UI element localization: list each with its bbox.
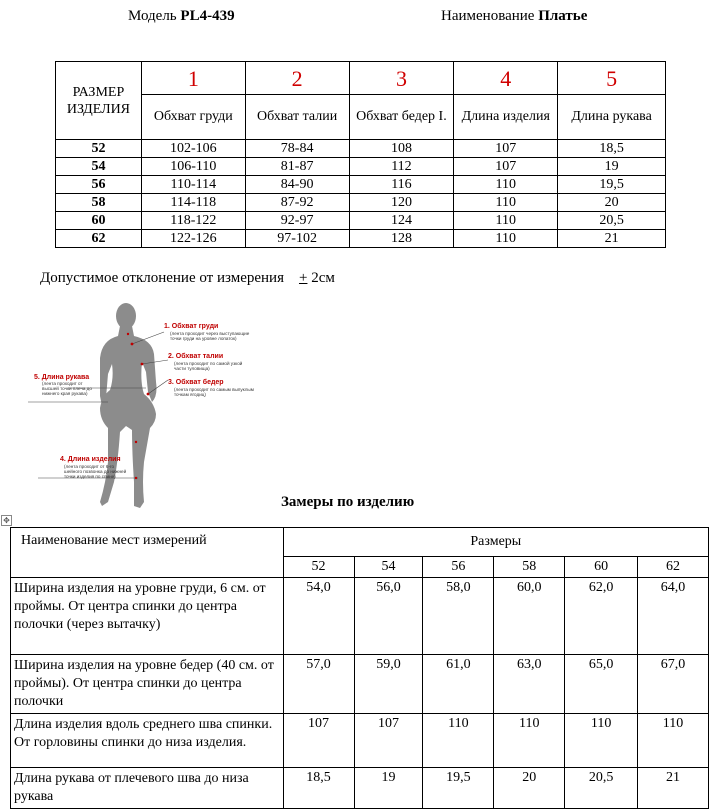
measurement-name: Ширина изделия на уровне бедер (40 см. от проймы). От центра спинки до центра полочки	[11, 655, 284, 714]
value-cell: 19,5	[558, 176, 666, 194]
measurement-value: 56,0	[354, 578, 423, 655]
model-value: PL4-439	[180, 8, 235, 24]
value-cell: 110	[454, 230, 558, 248]
table-row	[11, 768, 709, 809]
name-label: Наименование	[441, 8, 535, 24]
column-number: 5	[558, 62, 666, 95]
table-row	[11, 655, 709, 714]
value-cell: 114-118	[141, 194, 245, 212]
body-silhouette-illustration	[28, 302, 273, 514]
svg-text:4. Длина изделия: 4. Длина изделия	[60, 456, 121, 463]
column-label: Обхват груди	[141, 95, 245, 140]
measurement-value: 61,0	[423, 655, 494, 714]
table-row	[56, 158, 666, 176]
figure-label-5	[34, 374, 92, 396]
measurement-value: 20	[494, 768, 565, 809]
value-cell: 110	[454, 194, 558, 212]
svg-text:(лента проходит от: (лента проходит от	[42, 381, 83, 386]
measurement-value: 59,0	[354, 655, 423, 714]
measurement-value: 62,0	[565, 578, 638, 655]
tolerance-value: 2см	[311, 270, 335, 286]
measurements-corner-cell	[11, 528, 284, 578]
svg-text:(лента проходит по самой узкой: (лента проходит по самой узкой	[174, 361, 243, 366]
model-label: Модель	[128, 8, 177, 24]
column-label: Обхват бедер I.	[349, 95, 454, 140]
value-cell: 122-126	[141, 230, 245, 248]
value-cell: 110-114	[141, 176, 245, 194]
measurements-table	[10, 527, 709, 809]
size-corner-cell	[56, 62, 142, 140]
table-row	[56, 194, 666, 212]
svg-text:нижнего края рукава): нижнего края рукава)	[42, 391, 88, 396]
size-table-header-row	[56, 62, 666, 95]
value-cell: 108	[349, 140, 454, 158]
measurements-title: Замеры по изделию	[281, 494, 415, 510]
value-cell: 18,5	[558, 140, 666, 158]
table-row	[11, 714, 709, 768]
value-cell: 20,5	[558, 212, 666, 230]
column-label: Обхват талии	[245, 95, 349, 140]
size-table	[55, 61, 666, 248]
svg-text:точки изделия по спине): точки изделия по спине)	[64, 474, 116, 479]
figure-label-4	[60, 456, 127, 479]
svg-text:1. Обхват груди: 1. Обхват груди	[164, 323, 219, 330]
value-cell: 120	[349, 194, 454, 212]
column-number: 4	[454, 62, 558, 95]
figure-label-3	[168, 378, 254, 397]
svg-text:точкам ягодиц): точкам ягодиц)	[174, 392, 206, 397]
value-cell: 78-84	[245, 140, 349, 158]
measurement-name: Длина изделия вдоль среднего шва спинки. От горловины спинки до низа изделия.	[11, 714, 284, 768]
size-header-cell: 62	[638, 557, 709, 578]
size-header-cell: 58	[494, 557, 565, 578]
size-cell: 62	[56, 230, 142, 248]
value-cell: 84-90	[245, 176, 349, 194]
value-cell: 87-92	[245, 194, 349, 212]
value-cell: 81-87	[245, 158, 349, 176]
size-header-cell: 56	[423, 557, 494, 578]
svg-text:шейного позвонка до нижней: шейного позвонка до нижней	[64, 469, 127, 474]
value-cell: 106-110	[141, 158, 245, 176]
svg-text:высшей точки плеча до: высшей точки плеча до	[42, 386, 92, 391]
measurements-header-row	[11, 528, 709, 557]
figure-label-1	[164, 322, 250, 341]
measurement-value: 107	[283, 714, 354, 768]
measurement-value: 65,0	[565, 655, 638, 714]
value-cell: 128	[349, 230, 454, 248]
measurement-value: 110	[565, 714, 638, 768]
value-cell: 112	[349, 158, 454, 176]
measurement-value: 19,5	[423, 768, 494, 809]
value-cell: 107	[454, 140, 558, 158]
value-cell: 110	[454, 176, 558, 194]
value-cell: 20	[558, 194, 666, 212]
size-corner-label: РАЗМЕР ИЗДЕЛИЯ	[66, 84, 131, 117]
column-number: 3	[349, 62, 454, 95]
value-cell: 124	[349, 212, 454, 230]
table-row	[56, 140, 666, 158]
size-cell: 56	[56, 176, 142, 194]
measurement-value: 21	[638, 768, 709, 809]
measurement-name: Длина рукава от плечевого шва до низа рукава	[11, 768, 284, 809]
value-cell: 92-97	[245, 212, 349, 230]
measurements-corner-label: Наименование мест измерений	[21, 533, 207, 548]
measurement-value: 58,0	[423, 578, 494, 655]
measurement-value: 18,5	[283, 768, 354, 809]
svg-text:5. Длина рукава: 5. Длина рукава	[34, 374, 90, 381]
measurement-figure	[28, 302, 273, 514]
column-number: 1	[141, 62, 245, 95]
measurement-value: 64,0	[638, 578, 709, 655]
value-cell: 97-102	[245, 230, 349, 248]
svg-text:(лента проходит по самым выпук: (лента проходит по самым выпуклым	[174, 387, 254, 392]
column-number: 2	[245, 62, 349, 95]
figure-label-2	[168, 352, 243, 371]
value-cell: 116	[349, 176, 454, 194]
svg-text:части туловища): части туловища)	[174, 366, 210, 371]
name-value: Платье	[538, 8, 588, 24]
measurement-value: 107	[354, 714, 423, 768]
svg-text:точки груди на уровне лопаток): точки груди на уровне лопаток)	[170, 336, 237, 341]
svg-text:(лента проходит через выступаю: (лента проходит через выступающие	[170, 331, 250, 336]
size-cell: 52	[56, 140, 142, 158]
measurement-value: 67,0	[638, 655, 709, 714]
measurement-value: 57,0	[283, 655, 354, 714]
measurement-value: 63,0	[494, 655, 565, 714]
table-row	[56, 230, 666, 248]
size-table-caption-row	[56, 95, 666, 140]
model-line	[128, 8, 235, 25]
svg-text:2. Обхват талии: 2. Обхват талии	[168, 353, 224, 360]
size-cell: 58	[56, 194, 142, 212]
size-header-cell: 54	[354, 557, 423, 578]
size-cell: 60	[56, 212, 142, 230]
value-cell: 110	[454, 212, 558, 230]
measurement-value: 20,5	[565, 768, 638, 809]
tolerance-sign: +	[298, 270, 308, 286]
measurement-value: 110	[494, 714, 565, 768]
size-header-cell: 52	[283, 557, 354, 578]
value-cell: 102-106	[141, 140, 245, 158]
measurement-value: 110	[638, 714, 709, 768]
column-label: Длина рукава	[558, 95, 666, 140]
size-cell: 54	[56, 158, 142, 176]
measurement-value: 60,0	[494, 578, 565, 655]
table-row	[11, 578, 709, 655]
size-header-cell: 60	[565, 557, 638, 578]
svg-text:(лента проходит от 6-го: (лента проходит от 6-го	[64, 464, 115, 469]
svg-text:3. Обхват бедер: 3. Обхват бедер	[168, 379, 224, 386]
table-row	[56, 212, 666, 230]
name-line	[441, 8, 587, 25]
table-row	[56, 176, 666, 194]
deviation-text: Допустимое отклонение от измерения	[40, 270, 284, 286]
measurement-value: 54,0	[283, 578, 354, 655]
value-cell: 21	[558, 230, 666, 248]
measurement-value: 110	[423, 714, 494, 768]
measurement-value: 19	[354, 768, 423, 809]
sizes-header: Размеры	[283, 528, 708, 557]
measurement-name: Ширина изделия на уровне груди, 6 см. от проймы. От центра спинки до центра полочки (через вытачку)	[11, 578, 284, 655]
table-move-handle-icon[interactable]: ✥	[1, 515, 12, 526]
value-cell: 118-122	[141, 212, 245, 230]
deviation-note	[40, 270, 335, 287]
value-cell: 107	[454, 158, 558, 176]
value-cell: 19	[558, 158, 666, 176]
column-label: Длина изделия	[454, 95, 558, 140]
